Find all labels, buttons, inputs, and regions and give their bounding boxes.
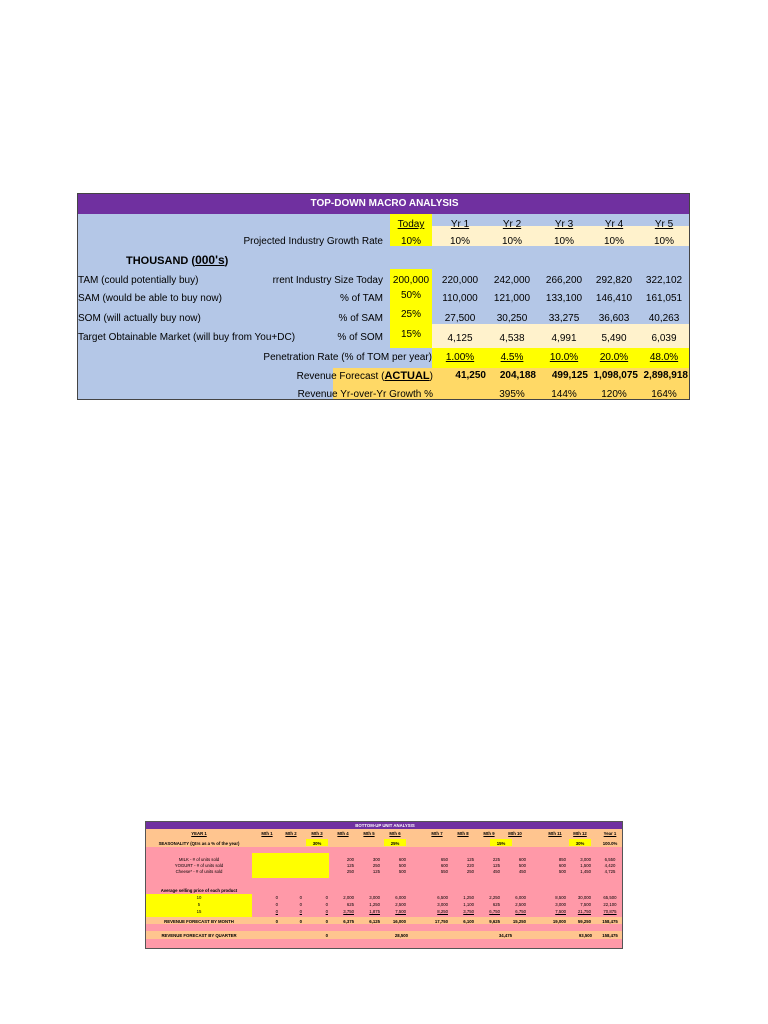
units-cell: 3,000 xyxy=(580,857,591,862)
price-cell: 0 xyxy=(275,895,278,900)
quarter-q3: 34,475 xyxy=(498,933,512,938)
price-cell: 625 xyxy=(492,902,500,907)
season-q2: 25% xyxy=(390,841,400,846)
tom-yr5: 6,039 xyxy=(651,333,677,344)
penetration-yr2: 4.5% xyxy=(500,352,524,363)
forecast-yr2: 204,188 xyxy=(499,370,536,381)
price-cell: 0 xyxy=(299,895,302,900)
price-cell: 625 xyxy=(346,902,354,907)
growth-yr4: 10% xyxy=(603,236,624,247)
som-yr5: 40,263 xyxy=(648,313,680,324)
units-cell: 250 xyxy=(346,869,354,874)
forecast-label xyxy=(228,369,433,384)
header-yr5: Yr 5 xyxy=(654,219,674,230)
units-suffix: ) xyxy=(224,255,229,267)
seasonality-label: SEASONALITY (Qtrs as a % of the year) xyxy=(158,841,240,846)
sam-today: 50% xyxy=(400,290,421,301)
bot-year-total: Year 1 xyxy=(603,831,617,836)
monthly-cell: 0 xyxy=(325,919,328,924)
sam-mid: % of TAM xyxy=(340,293,383,304)
units-cell: 125 xyxy=(492,863,500,868)
units-cell: 600 xyxy=(558,863,566,868)
monthly-cell: 6,100 xyxy=(463,919,474,924)
price-cell: 1,875 xyxy=(369,909,380,914)
units-cell: 500 xyxy=(518,863,526,868)
price-2: 15 xyxy=(196,909,202,914)
tam-today: 200,000 xyxy=(392,275,430,286)
price-1: 5 xyxy=(197,902,201,907)
price-total-0: 65,500 xyxy=(603,895,617,900)
quarter-q4: 93,500 xyxy=(578,933,592,938)
units-cell: 500 xyxy=(398,863,406,868)
price-cell: 1,100 xyxy=(463,902,474,907)
header-yr2: Yr 2 xyxy=(502,219,522,230)
tam-yr3: 266,200 xyxy=(545,275,583,286)
price-cell: 6,000 xyxy=(515,895,526,900)
price-total-2: 70,875 xyxy=(603,909,617,914)
month-header-7: Mth 7 xyxy=(431,831,443,836)
top-down-macro-table xyxy=(77,193,690,400)
price-cell: 3,000 xyxy=(369,895,380,900)
price-cell: 7,500 xyxy=(395,909,406,914)
tam-yr1: 220,000 xyxy=(441,275,479,286)
units-cell: 300 xyxy=(372,857,380,862)
bot-year: YEAR 1 xyxy=(191,831,207,836)
tam-yr4: 292,820 xyxy=(595,275,633,286)
tam-mid: rrent Industry Size Today xyxy=(272,275,383,286)
price-cell: 6,750 xyxy=(515,909,526,914)
sam-label: SAM (would be able to buy now) xyxy=(78,293,222,304)
yoy-yr2: 395% xyxy=(499,389,525,400)
tom-yr1: 4,125 xyxy=(447,333,473,344)
bottom-up-unit-table xyxy=(145,821,623,949)
price-cell: 3,000 xyxy=(437,902,448,907)
price-cell: 2,500 xyxy=(395,902,406,907)
tom-today: 15% xyxy=(400,329,421,340)
monthly-cell: 0 xyxy=(299,919,302,924)
units-cell: 600 xyxy=(440,863,448,868)
units-cell: 500 xyxy=(398,869,406,874)
units-cell: 125 xyxy=(466,857,474,862)
monthly-cell: 15,250 xyxy=(512,919,526,924)
month-header-8: Mth 8 xyxy=(457,831,469,836)
som-mid: % of SAM xyxy=(338,313,383,324)
header-yr3: Yr 3 xyxy=(554,219,574,230)
monthly-cell: 6,375 xyxy=(343,919,354,924)
yoy-yr4: 120% xyxy=(601,389,627,400)
quarter-label: REVENUE FORECAST BY QUARTER xyxy=(161,933,237,938)
price-cell: 6,500 xyxy=(437,895,448,900)
units-cell: 450 xyxy=(518,869,526,874)
yoy-label xyxy=(228,388,433,400)
season-total: 100.0% xyxy=(602,841,618,846)
units-cell: 200 xyxy=(346,857,354,862)
units-cell: 600 xyxy=(518,857,526,862)
price-cell: 0 xyxy=(325,895,328,900)
quarter-q1: 0 xyxy=(325,933,328,938)
header-yr1: Yr 1 xyxy=(450,219,470,230)
price-cell: 21,750 xyxy=(577,909,591,914)
som-yr3: 33,275 xyxy=(548,313,580,324)
penetration-yr4: 20.0% xyxy=(599,352,629,363)
units-cell: 125 xyxy=(372,869,380,874)
units-cell: 125 xyxy=(346,863,354,868)
monthly-cell: 9,625 xyxy=(489,919,500,924)
units-empty-bg xyxy=(252,853,329,878)
table-title: TOP-DOWN MACRO ANALYSIS xyxy=(310,198,459,209)
units-prefix: THOUSAND ( xyxy=(126,255,196,267)
tom-label: Target Obtainable Market (will buy from You+DC) xyxy=(78,332,296,343)
price-cell: 6,750 xyxy=(489,909,500,914)
som-label: SOM (will actually buy now) xyxy=(78,313,201,324)
som-today: 25% xyxy=(400,309,421,320)
price-cell: 0 xyxy=(299,902,302,907)
quarter-q2: 28,500 xyxy=(394,933,408,938)
units-label-1: YOGURT - # of units sold xyxy=(174,863,224,868)
price-cell: 2,500 xyxy=(515,902,526,907)
price-0: 10 xyxy=(196,895,202,900)
forecast-label-actual: ACTUAL xyxy=(384,370,430,382)
price-cell: 0 xyxy=(275,909,278,914)
penetration-label: Penetration Rate (% of TOM per year) xyxy=(263,352,432,363)
monthly-cell: 16,000 xyxy=(392,919,406,924)
yoy-label-a: Revenue xyxy=(297,389,341,400)
price-cell: 3,750 xyxy=(463,909,474,914)
price-cell: 7,500 xyxy=(555,909,566,914)
yoy-label-b: Yr-over-Yr Growth % xyxy=(340,389,433,400)
price-cell: 0 xyxy=(275,902,278,907)
units-label xyxy=(126,253,228,268)
penetration-yr1: 1.00% xyxy=(445,352,475,363)
forecast-yr1: 41,250 xyxy=(455,370,486,381)
month-header-11: Mth 11 xyxy=(548,831,562,836)
month-header-9: Mth 9 xyxy=(483,831,495,836)
month-header-1: Mth 1 xyxy=(261,831,273,836)
forecast-label-b: Forecast ( xyxy=(339,371,385,382)
penetration-yr5: 48.0% xyxy=(649,352,679,363)
sam-yr1: 110,000 xyxy=(442,293,478,304)
units-cell: 1,450 xyxy=(580,869,591,874)
monthly-cell: 17,750 xyxy=(434,919,448,924)
som-yr4: 36,603 xyxy=(598,313,630,324)
units-total-0: 6,550 xyxy=(604,857,616,862)
price-cell: 0 xyxy=(325,909,328,914)
header-yr4: Yr 4 xyxy=(604,219,624,230)
monthly-label: REVENUE FORECAST BY MONTH xyxy=(164,919,234,924)
monthly-cell: 0 xyxy=(275,919,278,924)
price-cell: 8,500 xyxy=(555,895,566,900)
sam-yr5: 161,051 xyxy=(645,293,683,304)
monthly-cell: 19,000 xyxy=(552,919,566,924)
units-total-1: 4,420 xyxy=(604,863,616,868)
price-cell: 3,000 xyxy=(555,902,566,907)
season-q1: 30% xyxy=(312,841,322,846)
tom-yr4: 5,490 xyxy=(601,333,627,344)
monthly-total: 158,475 xyxy=(602,919,618,924)
price-cell: 2,000 xyxy=(343,895,354,900)
units-cell: 250 xyxy=(372,863,380,868)
units-cell: 650 xyxy=(440,857,448,862)
units-cell: 450 xyxy=(492,869,500,874)
price-cell: 7,500 xyxy=(580,902,591,907)
month-header-6: Mth 6 xyxy=(389,831,401,836)
growth-yr3: 10% xyxy=(553,236,574,247)
forecast-yr5: 2,898,918 xyxy=(643,370,688,381)
header-today: Today xyxy=(397,219,425,230)
units-label-2: Cheese* - # of units sold xyxy=(175,869,223,874)
price-cell: 0 xyxy=(325,902,328,907)
forecast-label-d: ) xyxy=(429,371,433,382)
price-cell: 8,250 xyxy=(437,909,448,914)
units-label-0: MILK - # of units sold xyxy=(178,857,220,862)
bot-title: BOTTOM-UP UNIT ANALYSIS xyxy=(355,823,415,828)
growth-yr1: 10% xyxy=(449,236,470,247)
quarter-total: 158,475 xyxy=(602,933,618,938)
growth-yr5: 10% xyxy=(653,236,674,247)
sam-yr2: 121,000 xyxy=(493,293,531,304)
units-cell: 225 xyxy=(492,857,500,862)
tom-mid: % of SOM xyxy=(337,332,383,343)
tam-yr2: 242,000 xyxy=(493,275,531,286)
tam-label: TAM (could potentially buy) xyxy=(78,275,199,286)
month-header-10: Mth 10 xyxy=(508,831,522,836)
month-header-2: Mth 2 xyxy=(285,831,297,836)
price-total-1: 22,100 xyxy=(603,902,617,907)
yoy-yr3: 144% xyxy=(551,389,577,400)
monthly-cell: 59,250 xyxy=(577,919,591,924)
units-cell: 850 xyxy=(558,857,566,862)
units-cell: 500 xyxy=(558,869,566,874)
monthly-cell: 6,125 xyxy=(369,919,380,924)
month-header-3: Mth 3 xyxy=(311,831,323,836)
som-yr2: 30,250 xyxy=(496,313,528,324)
price-cell: 6,000 xyxy=(395,895,406,900)
tom-yr3: 4,991 xyxy=(551,333,577,344)
price-cell: 1,250 xyxy=(369,902,380,907)
som-yr1: 27,500 xyxy=(444,313,476,324)
sam-yr4: 146,410 xyxy=(595,293,633,304)
price-cell: 2,250 xyxy=(489,895,500,900)
forecast-yr3: 499,125 xyxy=(551,370,588,381)
price-cell: 0 xyxy=(299,909,302,914)
month-header-4: Mth 4 xyxy=(337,831,349,836)
season-q3: 15% xyxy=(496,841,506,846)
forecast-label-a: Revenue xyxy=(296,371,340,382)
units-total-2: 4,725 xyxy=(604,869,616,874)
month-header-5: Mth 5 xyxy=(363,831,375,836)
units-cell: 550 xyxy=(440,869,448,874)
tom-yr2: 4,538 xyxy=(499,333,525,344)
season-q4: 30% xyxy=(575,841,585,846)
month-header-12: Mth 12 xyxy=(573,831,587,836)
units-cell: 220 xyxy=(466,863,474,868)
sam-yr3: 133,100 xyxy=(545,293,583,304)
price-cell: 1,250 xyxy=(463,895,474,900)
tam-yr5: 322,102 xyxy=(645,275,683,286)
price-cell: 30,000 xyxy=(577,895,591,900)
units-value: 000's xyxy=(195,253,225,267)
units-cell: 1,500 xyxy=(580,863,591,868)
growth-today: 10% xyxy=(400,236,421,247)
growth-yr2: 10% xyxy=(501,236,522,247)
forecast-yr4: 1,098,075 xyxy=(593,370,638,381)
growth-label: Projected Industry Growth Rate xyxy=(243,236,383,247)
price-label: Average selling price of each product xyxy=(160,888,238,893)
yoy-yr5: 164% xyxy=(651,389,677,400)
penetration-yr3: 10.0% xyxy=(549,352,579,363)
price-cell: 3,750 xyxy=(343,909,354,914)
units-cell: 250 xyxy=(466,869,474,874)
units-cell: 600 xyxy=(398,857,406,862)
